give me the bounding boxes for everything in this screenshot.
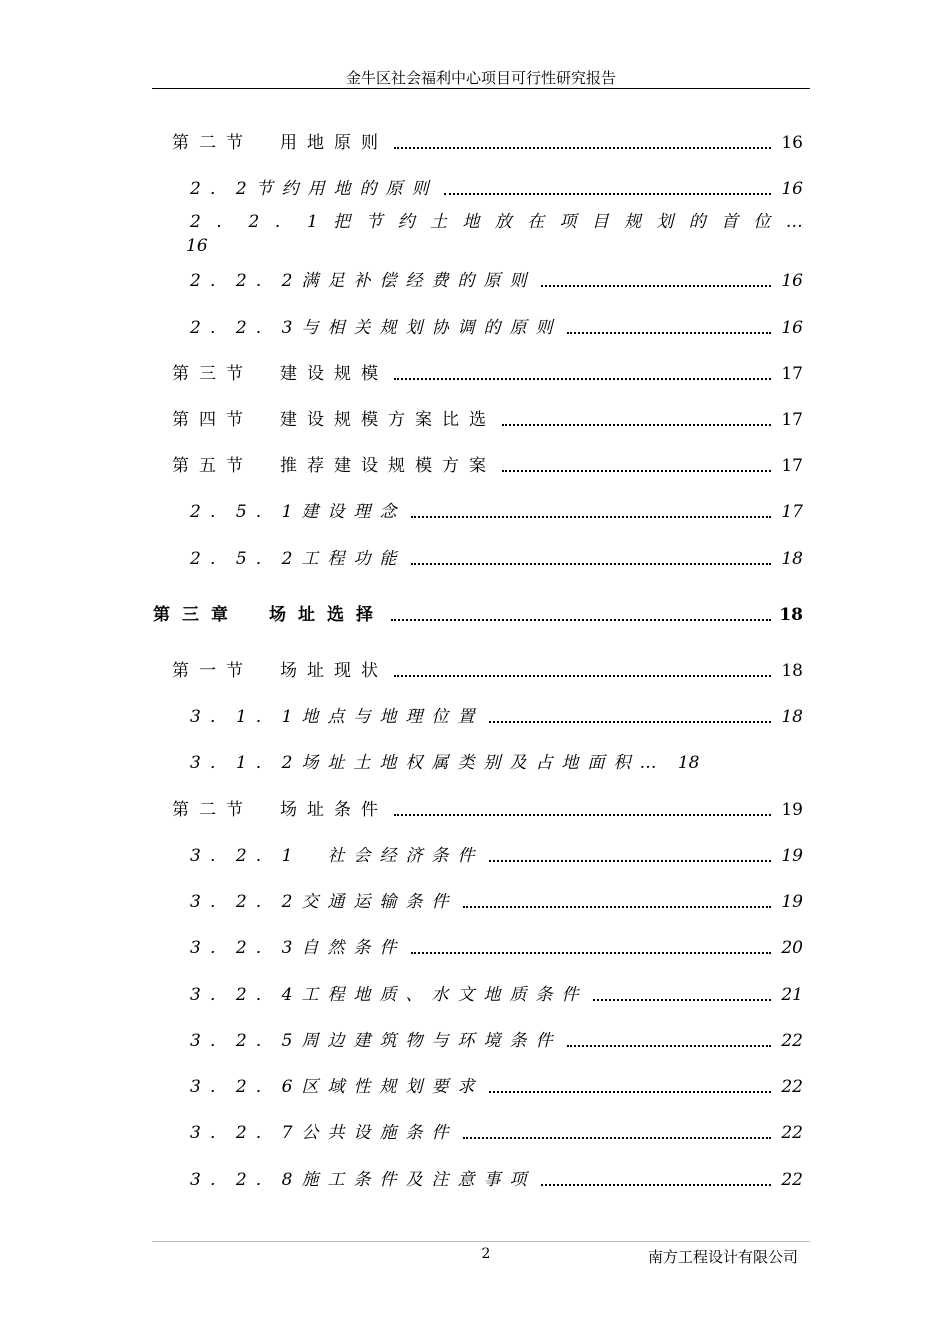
- dot-leader: [489, 1085, 771, 1093]
- toc-entry-page: 16: [781, 318, 803, 338]
- toc-entry-page: 16: [781, 133, 803, 153]
- toc-entry-page: 19: [781, 846, 803, 866]
- toc-entry-subsection[interactable]: [190, 1072, 803, 1098]
- dot-leader: [593, 993, 771, 1001]
- toc-entry-subsection-wrapped[interactable]: [186, 210, 803, 258]
- toc-entry-subsection[interactable]: [190, 497, 803, 523]
- dot-leader: [567, 1039, 771, 1047]
- toc-entry-label: 3．2．3自然条件: [190, 938, 406, 958]
- toc-entry-subsection[interactable]: [190, 1118, 803, 1144]
- toc-entry-section[interactable]: [172, 795, 803, 821]
- toc-entry-subsection[interactable]: [190, 174, 803, 200]
- toc-entry-label: 第二节 用地原则: [172, 133, 388, 153]
- dot-leader: [463, 900, 771, 908]
- toc-entry-page: 17: [781, 502, 803, 522]
- toc-entry-label: 2．2．3与相关规划协调的原则: [190, 318, 562, 338]
- header-title: 金牛区社会福利中心项目可行性研究报告: [345, 69, 616, 87]
- toc-entry-subsection[interactable]: [190, 313, 803, 339]
- toc-entry-section[interactable]: [172, 656, 803, 682]
- toc-entry-label: 3．2．8施工条件及注意事项: [190, 1170, 536, 1190]
- toc-entry-label: 3．1．1地点与地理位置: [190, 707, 484, 727]
- toc-entry-label: 2．5．2工程功能: [190, 549, 406, 569]
- dot-leader: [502, 418, 771, 426]
- toc-entry-label: 3．2．1 社会经济条件: [190, 846, 484, 866]
- dot-leader: [411, 557, 771, 565]
- toc-entry-subsection[interactable]: [190, 1165, 803, 1191]
- toc-entry-label: 3．2．2交通运输条件: [190, 892, 458, 912]
- dot-leader: [391, 613, 771, 621]
- toc-entry-page: 21: [781, 985, 803, 1005]
- toc-entry-page: 17: [781, 456, 803, 476]
- dot-leader: [444, 187, 771, 195]
- toc-entry-subsection[interactable]: [190, 266, 803, 292]
- toc-entry-label: 第五节 推荐建设规模方案: [172, 456, 496, 476]
- toc-entry-label: 2．5．1建设理念: [190, 502, 406, 522]
- dot-leader: [394, 141, 771, 149]
- toc-entry-subsection[interactable]: [190, 841, 803, 867]
- toc-entry-page: 16: [781, 271, 803, 291]
- toc-entry-page: 19: [781, 800, 803, 820]
- toc-entry-page: 17: [781, 364, 803, 384]
- toc-entry-label: 2．2．2满足补偿经费的原则: [190, 271, 536, 291]
- toc-entry-label: 第四节 建设规模方案比选: [172, 410, 496, 430]
- toc-entry-label: 2．2节约用地的原则: [190, 179, 438, 199]
- dot-leader: [463, 1131, 771, 1139]
- toc-entry-page: 22: [781, 1170, 803, 1190]
- dot-leader: [489, 854, 771, 862]
- dot-leader: [567, 326, 771, 334]
- dot-leader: [394, 372, 771, 380]
- dot-leader: [502, 464, 771, 472]
- dot-leader: [411, 510, 771, 518]
- toc-entry-subsection[interactable]: [190, 702, 803, 728]
- toc-entry-page: 22: [781, 1077, 803, 1097]
- toc-entry-page: 20: [781, 938, 803, 958]
- toc-entry-page: 19: [781, 892, 803, 912]
- toc-entry-section[interactable]: [172, 128, 803, 154]
- toc-entry-page: 22: [781, 1031, 803, 1051]
- toc-entry-page: 18: [779, 605, 803, 625]
- toc-entry-subsection[interactable]: [190, 748, 803, 774]
- toc-entry-page: 16: [781, 179, 803, 199]
- toc-entry-page: 18: [781, 661, 803, 681]
- toc-entry-subsection[interactable]: [190, 887, 803, 913]
- dot-leader: [394, 808, 771, 816]
- footer-divider: [152, 1241, 810, 1242]
- toc-entry-page: 18: [781, 707, 803, 727]
- dot-leader: [394, 669, 771, 677]
- toc-entry-page: 17: [781, 410, 803, 430]
- toc-entry-label: 第三节 建设规模: [172, 364, 388, 384]
- company-name: 南方工程设计有限公司: [648, 1248, 799, 1266]
- toc-entry-label: 第三章 场址选择: [153, 605, 385, 625]
- toc-entry-label: 3．1．2场址土地权属类别及占地面积…: [190, 753, 666, 773]
- toc-entry-page: 16: [186, 236, 208, 256]
- toc-entry-chapter[interactable]: [153, 600, 803, 626]
- dot-leader: [541, 279, 771, 287]
- dot-leader: [541, 1178, 771, 1186]
- toc-entry-section[interactable]: [172, 405, 803, 431]
- dot-leader: [411, 946, 771, 954]
- toc-entry-subsection[interactable]: [190, 980, 803, 1006]
- toc-entry-section[interactable]: [172, 359, 803, 385]
- toc-entry-label: 3．2．6区域性规划要求: [190, 1077, 484, 1097]
- toc-entry-label: 3．2．5周边建筑物与环境条件: [190, 1031, 562, 1051]
- toc-entry-subsection[interactable]: [190, 544, 803, 570]
- toc-entry-label: 3．2．4工程地质、水文地质条件: [190, 985, 588, 1005]
- toc-entry-subsection[interactable]: [190, 933, 803, 959]
- toc-entry-label: 第一节 场址现状: [172, 661, 388, 681]
- toc-entry-section[interactable]: [172, 451, 803, 477]
- page-number: 2: [481, 1246, 491, 1262]
- toc-entry-label: 3．2．7公共设施条件: [190, 1123, 458, 1143]
- dot-leader: [489, 715, 771, 723]
- toc-entry-subsection[interactable]: [190, 1026, 803, 1052]
- toc-entry-label: 第二节 场址条件: [172, 800, 388, 820]
- toc-entry-page: 18: [781, 549, 803, 569]
- toc-entry-page: 22: [781, 1123, 803, 1143]
- toc-entry-label: 2 ． 2 ． 1 把 节 约 土 地 放 在 项 目 规 划 的 首 位 …: [190, 212, 803, 232]
- toc-entry-page: 18: [677, 753, 700, 773]
